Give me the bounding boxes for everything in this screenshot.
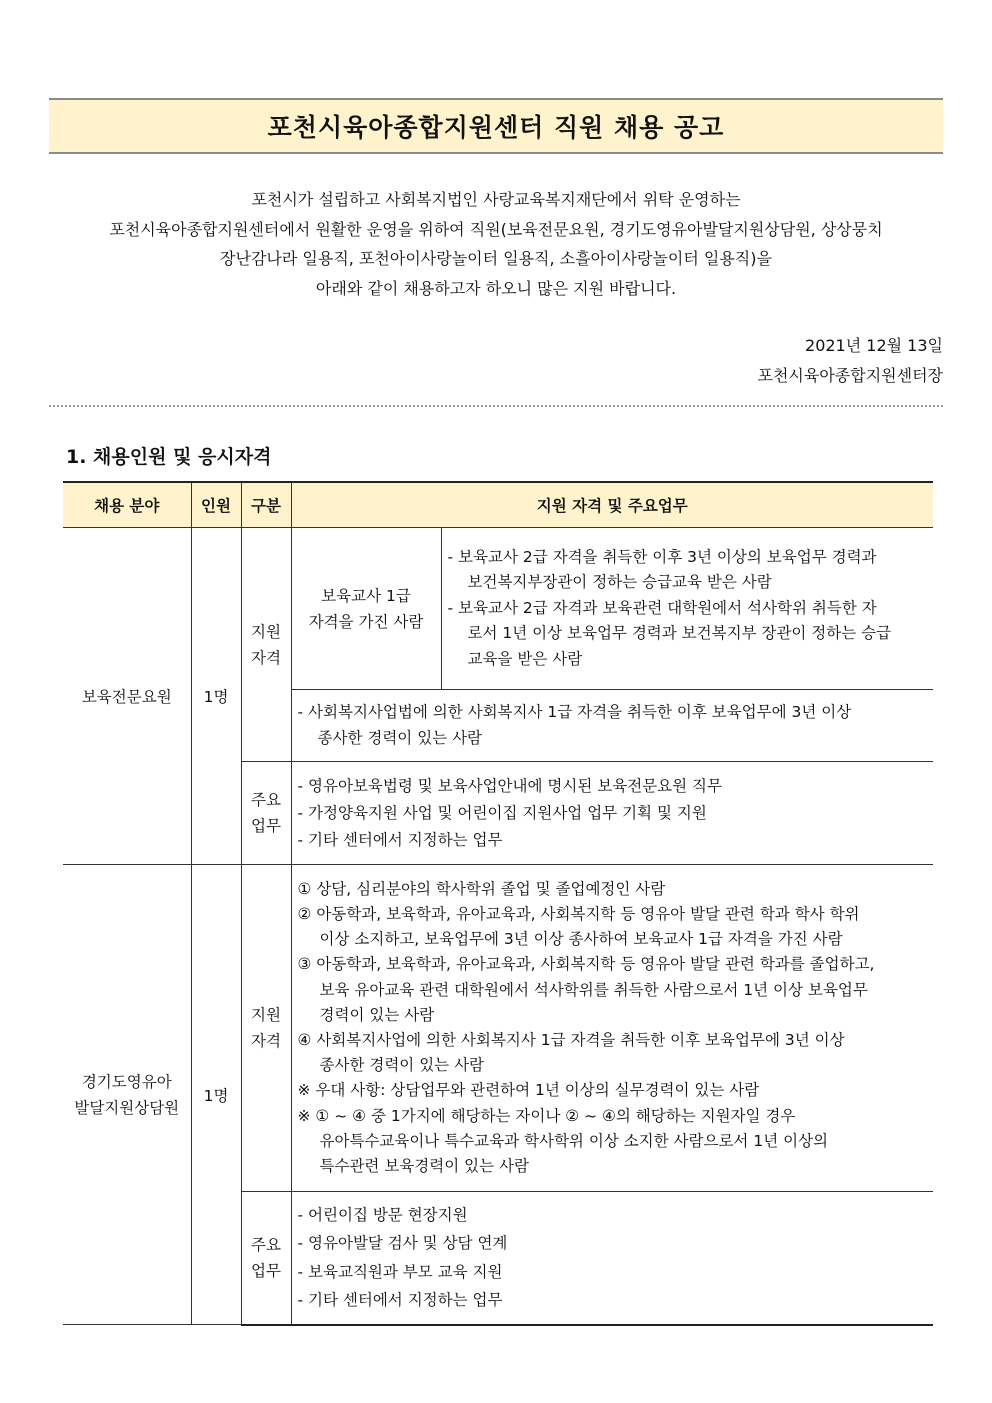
header-field: 채용 분야: [63, 482, 191, 528]
qual-other: [291, 690, 933, 762]
qual-item: ※ ① ~ ④ 중 1가지에 해당하는 자이나 ② ~ ④의 해당하는 지원자일 경우: [297, 1106, 796, 1125]
qual-item: - 사회복지사업법에 의한 사회복지사 1급 자격을 취득한 이후 보육업무에 3년 이상: [297, 703, 852, 721]
qual-sub-items: [441, 528, 933, 690]
notice-title: 포천시육아종합지원센터 직원 채용 공고: [267, 113, 725, 142]
qual-item: ④ 사회복지사업에 의한 사회복지사 1급 자격을 취득한 이후 보육업무에 3년 이상: [297, 1031, 845, 1049]
duty-label-text: 주요: [251, 1235, 281, 1254]
qual-item: ③ 아동학과, 보육학과, 유아교육과, 사회복지학 등 영유아 발달 관련 학과를 졸업하고,: [297, 955, 875, 974]
duty-label-text: 주요: [251, 791, 281, 809]
qual-item: 종사한 경력이 있는 사람: [319, 1056, 485, 1075]
qual-item: 교육을 받은 사람: [467, 649, 583, 668]
header-qualifications: 지원 자격 및 주요업무: [291, 482, 933, 528]
table-row: [63, 528, 933, 690]
duty-item: - 영유아발달 검사 및 상담 연계: [297, 1234, 508, 1253]
qual-label-cell: [241, 865, 291, 1192]
qual-list: [291, 865, 933, 1192]
table-header-row: [63, 482, 933, 528]
qual-item: - 보육교사 2급 자격과 보육관련 대학원에서 석사학위 취득한 자: [447, 598, 877, 617]
issuer-name: 포천시육아종합지원센터장: [757, 366, 943, 385]
qual-sub-label: [291, 528, 441, 690]
qual-item: 경력이 있는 사람: [319, 1005, 435, 1024]
duty-item: - 기타 센터에서 지정하는 업무: [297, 1291, 503, 1310]
duty-list: [291, 762, 933, 865]
notice-title-banner: [49, 98, 943, 154]
header-count: 인원: [191, 482, 241, 528]
intro-line: 포천시육아종합지원센터에서 원활한 운영을 위하여 직원(보육전문요원, 경기도영유아발달지원상담원, 상상뭉치: [109, 219, 883, 239]
duty-label-cell: [241, 1192, 291, 1325]
table-row: [63, 865, 933, 1192]
duty-item: - 어린이집 방문 현장지원: [297, 1205, 468, 1224]
count-cell: 1명: [191, 865, 241, 1325]
qual-sub-label-line: 자격을 가진 사람: [308, 612, 424, 631]
field-text: 경기도영유아: [81, 1072, 172, 1091]
intro-paragraph: [49, 185, 943, 303]
intro-line: 포천시가 설립하고 사회복지법인 사랑교육복지재단에서 위탁 운영하는: [251, 190, 741, 209]
qual-item: ② 아동학과, 보육학과, 유아교육과, 사회복지학 등 영유아 발달 관련 학과 학사 학위: [297, 904, 860, 923]
qual-item: 보육 유아교육 관련 대학원에서 석사학위를 취득한 사람으로서 1년 이상 보육업무: [319, 980, 868, 999]
duty-label-cell: [241, 762, 291, 865]
duty-label-text: 업무: [251, 817, 281, 835]
qual-item: 특수관련 보육경력이 있는 사람: [319, 1157, 529, 1176]
field-cell: 보육전문요원: [63, 528, 191, 865]
qual-item: ① 상담, 심리분야의 학사학위 졸업 및 졸업예정인 사람: [297, 879, 666, 898]
qual-item: 보건복지부장관이 정하는 승급교육 받은 사람: [467, 573, 772, 592]
duty-item: - 영유아보육법령 및 보육사업안내에 명시된 보육전문요원 직무: [297, 776, 722, 795]
qual-label-text: 지원: [251, 1006, 281, 1024]
qual-label-text: 지원: [251, 622, 281, 641]
qual-item: 로서 1년 이상 보육업무 경력과 보건복지부 장관이 정하는 승급: [467, 624, 892, 643]
field-text: 발달지원상담원: [74, 1098, 180, 1117]
section-heading: 1. 채용인원 및 응시자격: [66, 446, 272, 468]
duty-label-text: 업무: [251, 1261, 281, 1280]
qual-label-text: 자격: [251, 1032, 281, 1050]
notice-date: 2021년 12월 13일: [805, 336, 943, 355]
duty-item: - 기타 센터에서 지정하는 업무: [297, 830, 503, 849]
header-category: 구분: [241, 482, 291, 528]
intro-line: 장난감나라 일용직, 포천아이사랑놀이터 일용직, 소흘아이사랑놀이터 일용직)을: [220, 249, 772, 268]
duty-item: - 보육교직원과 부모 교육 지원: [297, 1262, 503, 1281]
qual-item: - 보육교사 2급 자격을 취득한 이후 3년 이상의 보육업무 경력과: [447, 547, 877, 566]
duty-item: - 가정양육지원 사업 및 어린이집 지원사업 업무 기획 및 지원: [297, 803, 707, 822]
qual-item: ※ 우대 사항: 상담업무와 관련하여 1년 이상의 실무경력이 있는 사람: [297, 1081, 760, 1100]
qual-label-text: 자격: [251, 648, 281, 667]
dotted-divider: [49, 405, 943, 407]
qual-item: 유아특수교육이나 특수교육과 학사학위 이상 소지한 사람으로서 1년 이상의: [319, 1131, 829, 1150]
recruitment-table: [63, 481, 933, 1326]
intro-line: 아래와 같이 채용하고자 하오니 많은 지원 바랍니다.: [315, 278, 677, 298]
qual-item: 이상 소지하고, 보육업무에 3년 이상 종사하여 보육교사 1급 자격을 가진 사람: [319, 930, 843, 949]
duty-list: [291, 1192, 933, 1325]
qual-sub-label-line: 보육교사 1급: [321, 586, 411, 605]
count-cell: 1명: [191, 528, 241, 865]
qual-item: 종사한 경력이 있는 사람: [317, 728, 483, 747]
field-cell: [63, 865, 191, 1325]
qual-label-cell: [241, 528, 291, 762]
